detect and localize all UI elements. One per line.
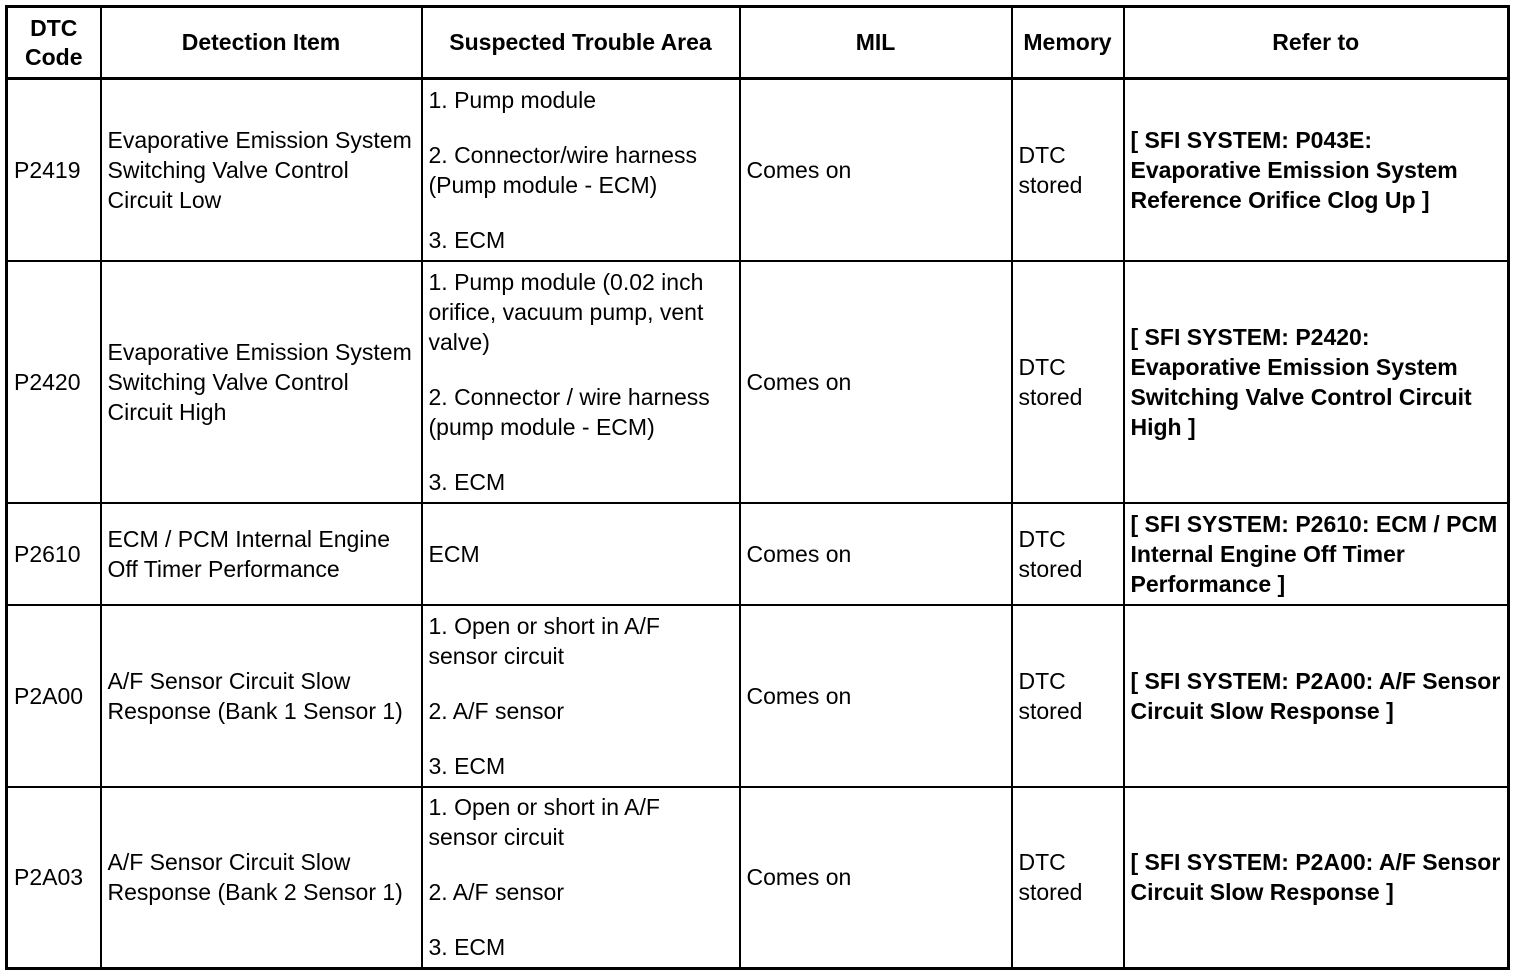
dtc-code-cell: P2419	[7, 79, 101, 261]
table-row	[7, 261, 1509, 503]
trouble-area-item: ECM	[428, 540, 480, 567]
mil-cell: Comes on	[740, 605, 1012, 787]
trouble-area-cell	[422, 79, 740, 261]
header-refer-to: Refer to	[1124, 7, 1509, 79]
header-dtc-code: DTC Code	[7, 7, 101, 79]
detection-item-cell: A/F Sensor Circuit Slow Response (Bank 2 Sensor 1)	[101, 787, 422, 969]
trouble-area-item: 1. Open or short in A/F sensor circuit	[428, 794, 660, 851]
dtc-code-cell: P2610	[7, 503, 101, 605]
detection-item-cell: Evaporative Emission System Switching Valve Control Circuit Low	[101, 79, 422, 261]
trouble-area-item: 2. A/F sensor	[428, 697, 565, 724]
dtc-code-cell: P2A00	[7, 605, 101, 787]
trouble-area-cell	[422, 605, 740, 787]
trouble-area-cell	[422, 503, 740, 605]
dtc-code-cell: P2A03	[7, 787, 101, 969]
detection-item-cell: Evaporative Emission System Switching Valve Control Circuit High	[101, 261, 422, 503]
trouble-area-cell	[422, 261, 740, 503]
trouble-area-item: 3. ECM	[428, 226, 506, 253]
trouble-area-item: 2. A/F sensor	[428, 879, 565, 906]
memory-cell: DTC stored	[1012, 79, 1124, 261]
mil-cell: Comes on	[740, 261, 1012, 503]
trouble-area-item: 1. Pump module	[428, 86, 596, 113]
trouble-area-item: 3. ECM	[428, 752, 506, 779]
table-row	[7, 605, 1509, 787]
refer-to-cell: [ SFI SYSTEM: P2420: Evaporative Emission System Switching Valve Control Circuit High ]	[1124, 261, 1509, 503]
header-suspected-trouble-area: Suspected Trouble Area	[422, 7, 740, 79]
trouble-area-item: 1. Open or short in A/F sensor circuit	[428, 612, 660, 669]
detection-item-cell: A/F Sensor Circuit Slow Response (Bank 1 Sensor 1)	[101, 605, 422, 787]
mil-cell: Comes on	[740, 787, 1012, 969]
table-row	[7, 503, 1509, 605]
memory-cell: DTC stored	[1012, 503, 1124, 605]
table-row	[7, 79, 1509, 261]
header-row	[7, 7, 1509, 79]
memory-cell: DTC stored	[1012, 787, 1124, 969]
header-detection-item: Detection Item	[101, 7, 422, 79]
header-memory: Memory	[1012, 7, 1124, 79]
detection-item-cell: ECM / PCM Internal Engine Off Timer Performance	[101, 503, 422, 605]
mil-cell: Comes on	[740, 79, 1012, 261]
memory-cell: DTC stored	[1012, 261, 1124, 503]
dtc-code-cell: P2420	[7, 261, 101, 503]
refer-to-cell: [ SFI SYSTEM: P043E: Evaporative Emission System Reference Orifice Clog Up ]	[1124, 79, 1509, 261]
trouble-area-item: 2. Connector / wire harness (pump module - ECM)	[428, 383, 710, 440]
trouble-area-cell	[422, 787, 740, 969]
header-mil: MIL	[740, 7, 1012, 79]
memory-cell: DTC stored	[1012, 605, 1124, 787]
mil-cell: Comes on	[740, 503, 1012, 605]
refer-to-cell: [ SFI SYSTEM: P2610: ECM / PCM Internal Engine Off Timer Performance ]	[1124, 503, 1509, 605]
trouble-area-item: 1. Pump module (0.02 inch orifice, vacuum pump, vent valve)	[428, 268, 704, 355]
refer-to-cell: [ SFI SYSTEM: P2A00: A/F Sensor Circuit Slow Response ]	[1124, 605, 1509, 787]
trouble-area-item: 2. Connector/wire harness (Pump module - ECM)	[428, 141, 697, 198]
refer-to-cell: [ SFI SYSTEM: P2A00: A/F Sensor Circuit Slow Response ]	[1124, 787, 1509, 969]
dtc-table	[5, 5, 1510, 970]
table-row	[7, 787, 1509, 969]
trouble-area-item: 3. ECM	[428, 934, 506, 961]
trouble-area-item: 3. ECM	[428, 468, 506, 495]
